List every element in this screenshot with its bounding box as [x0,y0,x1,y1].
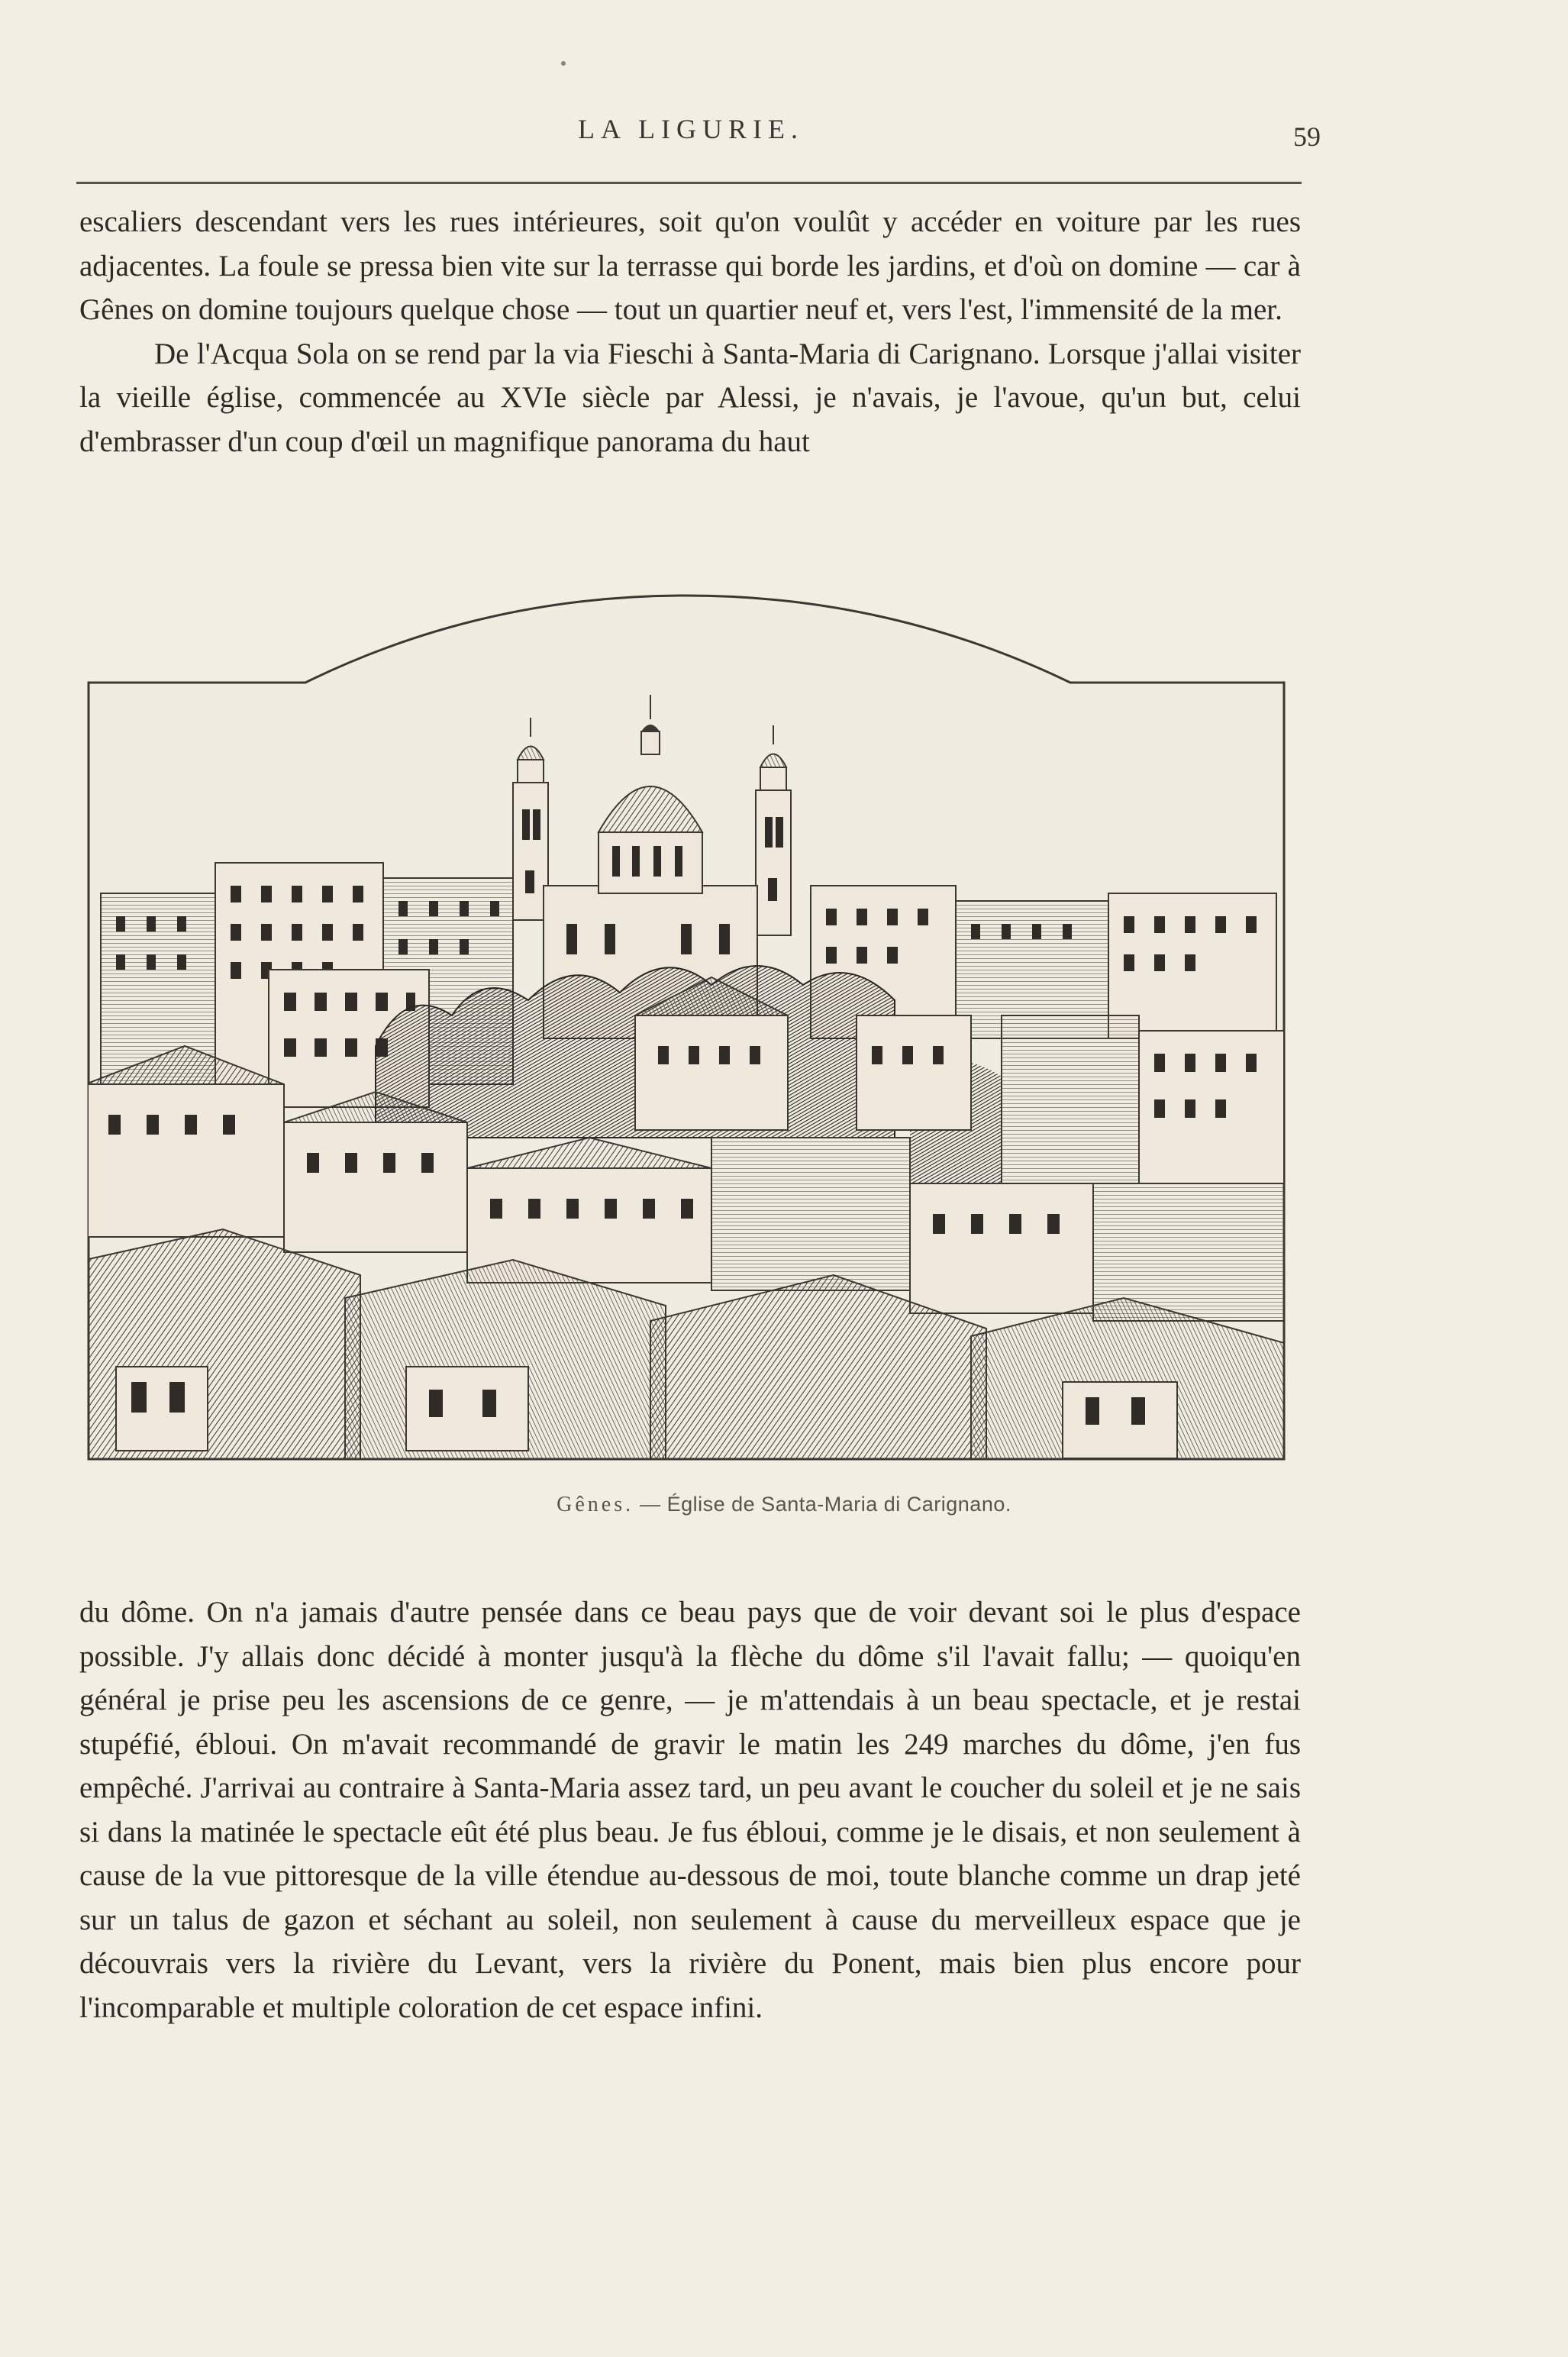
paragraph: escaliers descendant vers les rues intérieures, soit qu'on voulût y accéder en voiture par les rues adjacentes. La foule se pressa bien vite sur la terrasse qui borde les jardins, et d'où on domine — car à Gênes on domine toujours quelque chose — tout un quartier neuf et, vers l'est, l'immensité de la mer. [79,205,1301,326]
body-text-bottom [79,1590,1301,2029]
printer-mark [561,61,566,66]
paragraph: du dôme. On n'a jamais d'autre pensée dans ce beau pays que de voir devant soi le plus d'espace possible. J'y allais donc décidé à monter jusqu'à la flèche du dôme s'il l'avait fallu; — quoiqu'en général je prise peu les ascensions de ce genre, — je m'attendais à un beau spectacle, et je restai stupéfié, ébloui. On m'avait recommandé de gravir le matin les 249 marches du dôme, j'en fus empêché. J'arrivai au contraire à Santa-Maria assez tard, un peu avant le coucher du soleil et je ne sais si dans la matinée le spectacle eût été plus beau. Je fus ébloui, comme je le disais, et non seulement à cause de la vue pittoresque de la ville étendue au-dessous de moi, toute blanche comme un drap jeté sur un talus de gazon et séchant au soleil, non seulement à cause du merveilleux espace que je découvrais vers la rivière du Levant, vers la rivière du Ponent, mais bien plus encore pour l'incomparable et multiple coloration de cet espace infini. [79,1596,1301,2024]
running-head [0,113,1568,159]
caption-place: Gênes. [557,1493,634,1516]
running-title: LA LIGURIE. [578,114,804,144]
body-text-top [79,200,1301,463]
page-number: 59 [1293,121,1321,152]
engraving-figure [85,588,1287,1462]
figure-caption [0,1493,1568,1517]
header-rule [76,182,1302,184]
caption-text: — Église de Santa-Maria di Carignano. [634,1493,1011,1516]
engraving-illustration [85,588,1287,1462]
paragraph: De l'Acqua Sola on se rend par la via Fieschi à Santa-Maria di Carignano. Lorsque j'allai visiter la vieille église, commencée au XVIe siècle par Alessi, je n'avais, je l'avoue, qu'un but, celui d'embrasser d'un coup d'œil un magnifique panorama du haut [79,337,1301,458]
